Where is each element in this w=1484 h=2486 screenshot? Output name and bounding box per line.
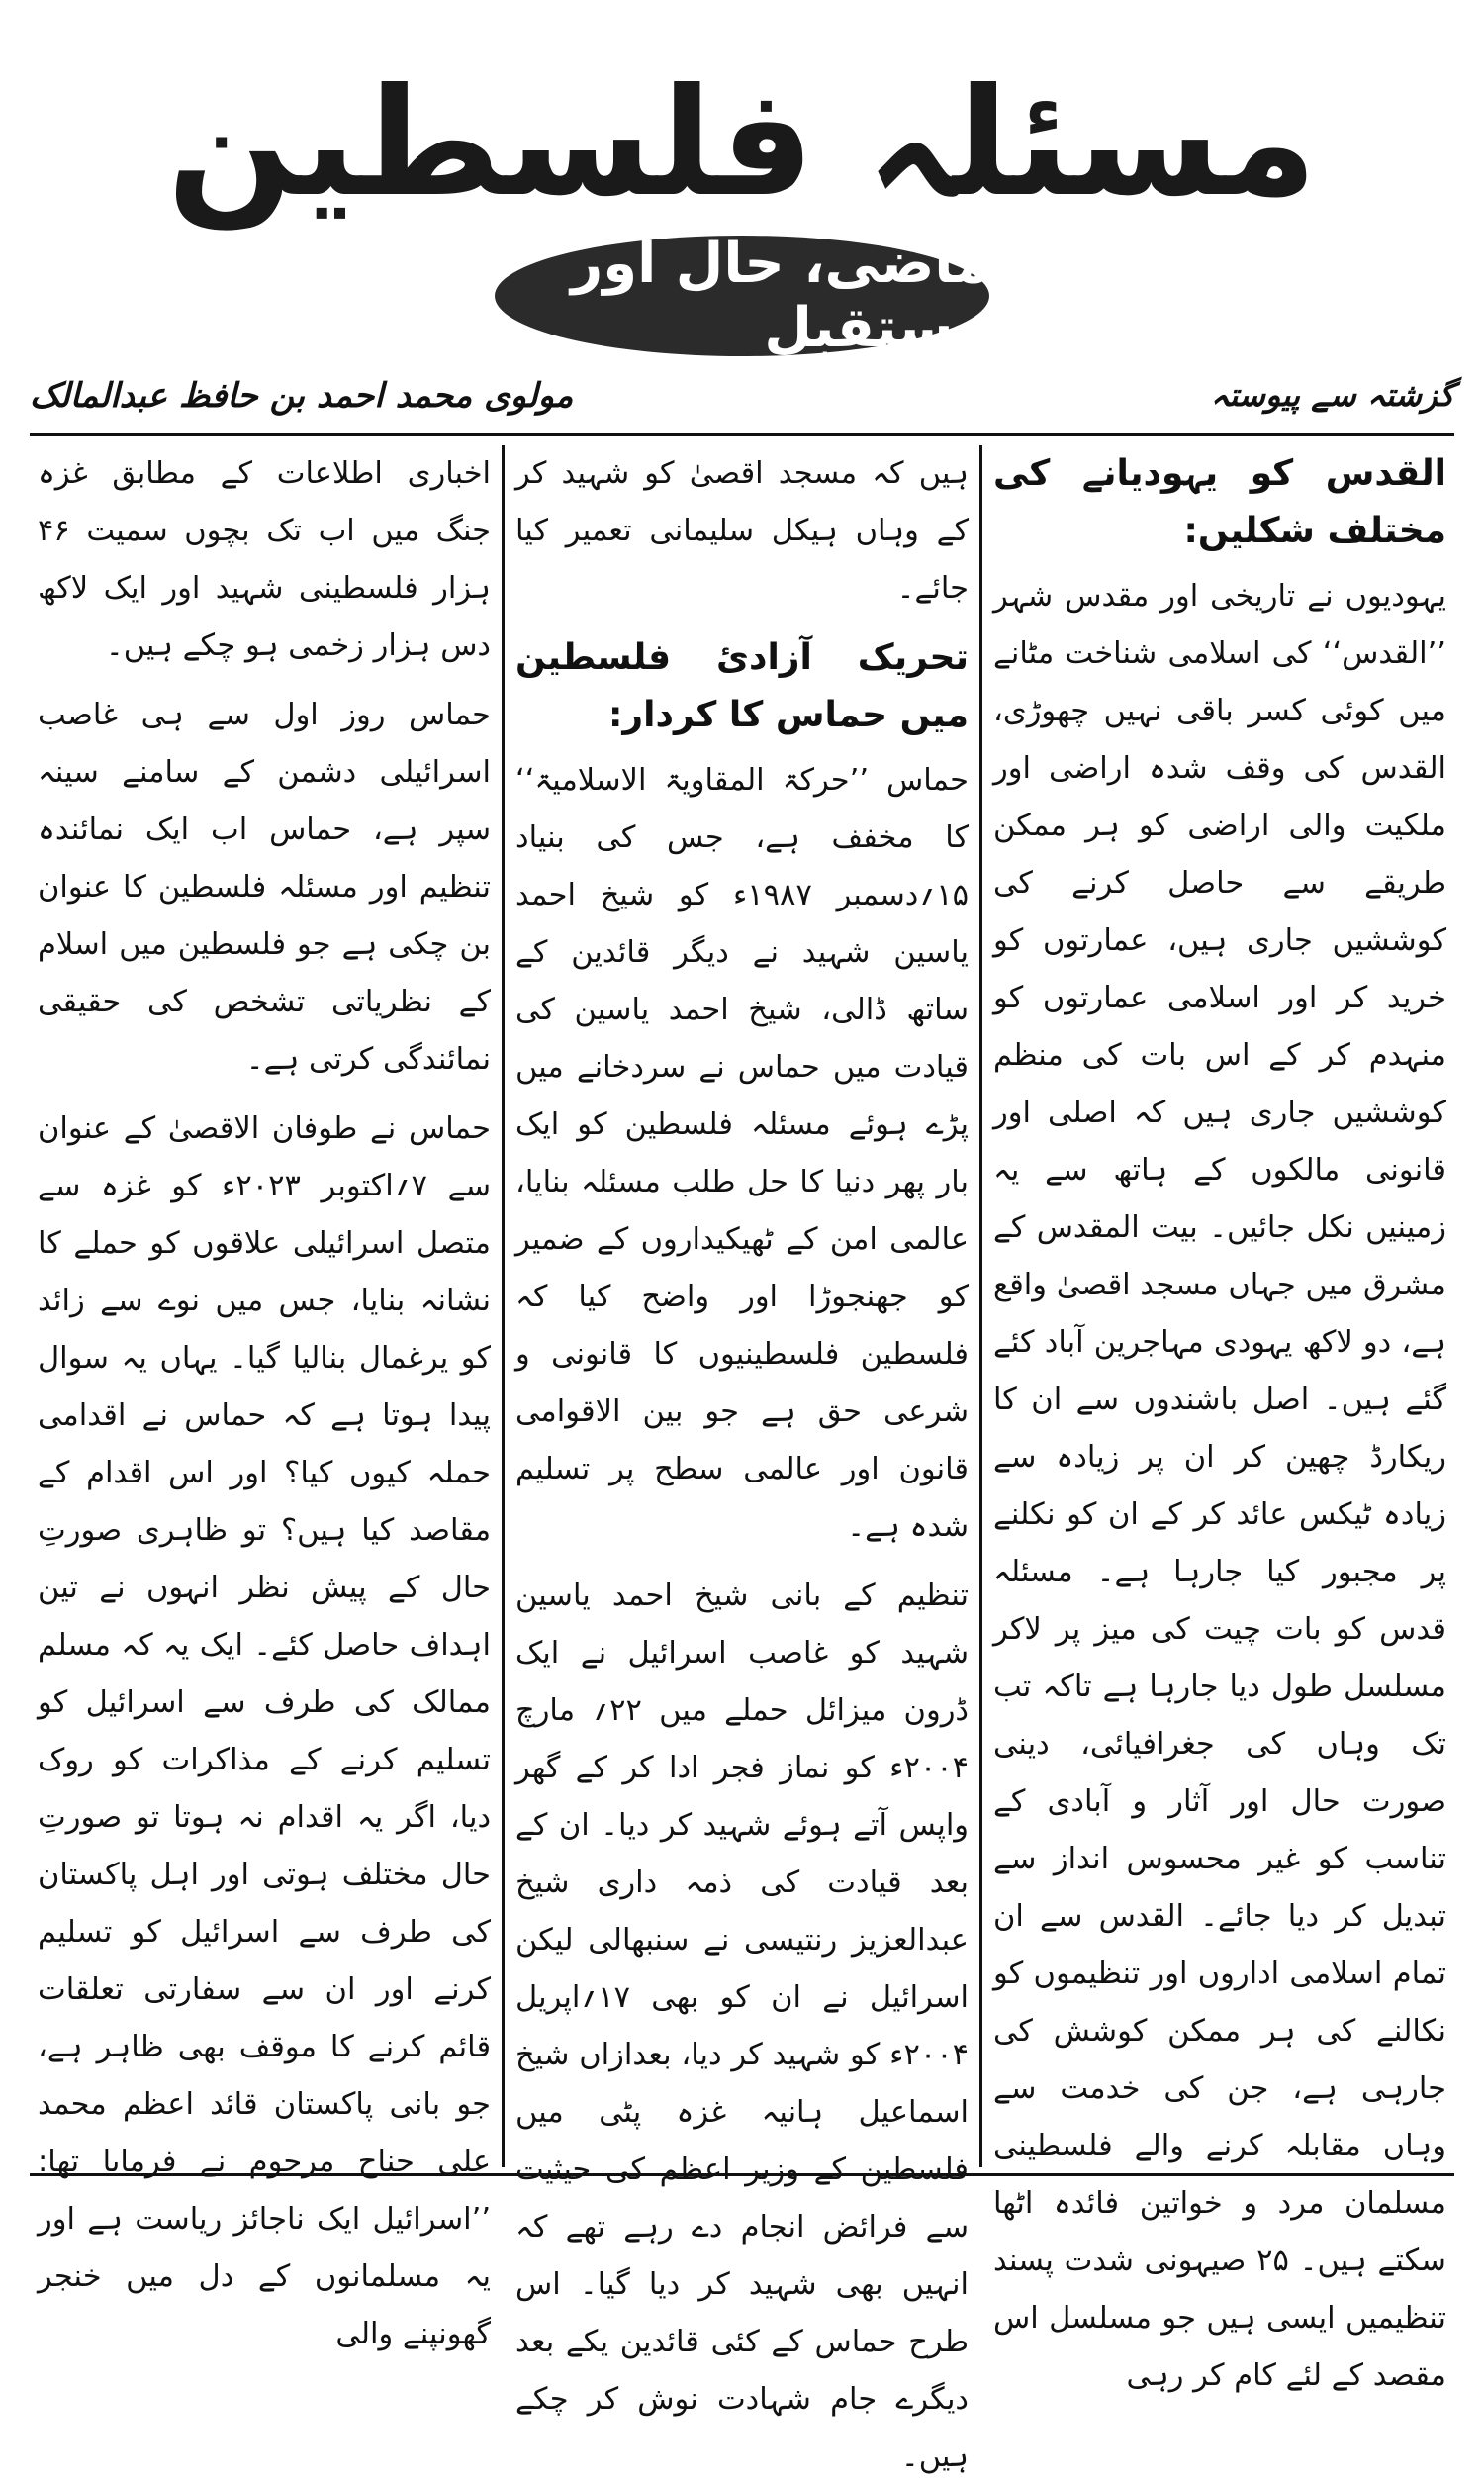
- author-name: مولوی محمد احمد بن حافظ عبدالمالک: [30, 376, 574, 416]
- paragraph: حماس روز اول سے ہی غاصب اسرائیلی دشمن کے سامنے سینہ سپر ہے، حماس اب ایک نمائندہ تنظیم اور مسئلہ فلسطین کا عنوان بن چکی ہے جو فلسطین میں اسلام کے نظریاتی تشخص کی حقیقی نمائندگی کرتی ہے۔: [38, 698, 492, 1077]
- column-middle: [508, 445, 976, 2474]
- masthead-title: مسئلہ فلسطین: [166, 57, 1318, 230]
- continued-label: گزشتہ سے پیوستہ: [1210, 376, 1454, 414]
- article-columns: [30, 445, 1454, 2474]
- paragraph: تنظیم کے بانی شیخ احمد یاسین شہید کو غاصب اسرائیل نے ایک ڈرون میزائل حملے میں ۲۲؍ مارچ ۲۰۰۴ء کو نماز فجر ادا کر کے گھر واپس آتے ہوئے شہید کر دیا۔ ان کے بعد قیادت کی ذمہ داری شیخ عبدالعزیز رنتیسی نے سنبھالی لیکن اسرائیل نے ان کو بھی ۱۷؍اپریل ۲۰۰۴ء کو شہید کر دیا، بعدازاں شیخ اسماعیل ہانیہ غزہ پٹی میں فلسطین کے وزیر اعظم کی حیثیت سے فرائض انجام دے رہے تھے کہ انہیں بھی شہید کر دیا گیا۔ اس طرح حماس کے کئی قائدین یکے بعد دیگرے جام شہادت نوش کر چکے ہیں۔: [515, 1578, 970, 2474]
- column-right: [985, 445, 1454, 2393]
- column-left: [30, 445, 499, 2351]
- bottom-rule: [30, 2173, 1454, 2176]
- paragraph: ہیں کہ مسجد اقصیٰ کو شہید کر کے وہاں ہیکل سلیمانی تعمیر کیا جائے۔: [515, 456, 970, 606]
- section-heading-alquds: القدس کو یہودیانے کی مختلف شکلیں:: [992, 453, 1446, 551]
- top-rule: [30, 433, 1454, 436]
- column-divider: [502, 445, 505, 2167]
- paragraph: حماس ’’حرکۃ المقاویۃ الاسلامیۃ‘‘ کا مخفف ہے، جس کی بنیاد ۱۵؍دسمبر ۱۹۸۷ء کو شیخ احمد یاسین شہید نے دیگر قائدین کے ساتھ ڈالی، شیخ احمد یاسین کی قیادت میں حماس نے سردخانے میں پڑے ہوئے مسئلہ فلسطین کو ایک بار پھر دنیا کا حل طلب مسئلہ بنایا، عالمی امن کے ٹھیکیداروں کے ضمیر کو جھنجوڑا اور واضح کیا کہ فلسطین فلسطینیوں کا قانونی و شرعی حق ہے جو بین الاقوامی قانون اور عالمی سطح پر تسلیم شدہ ہے۔: [515, 763, 970, 1544]
- paragraph: یہودیوں نے تاریخی اور مقدس شہر ’’القدس‘‘ کی اسلامی شناخت مٹانے میں کوئی کسر باقی نہیں چھوڑی، القدس کی وقف شدہ اراضی اور ملکیت والی اراضی کو ہر ممکن طریقے سے حاصل کرنے کی کوششیں جاری ہیں، عمارتوں کو خرید کر اور اسلامی عمارتوں کو منہدم کر کے اس بات کی منظم کوششیں جاری ہیں کہ اصلی اور قانونی مالکوں کے ہاتھ سے یہ زمینیں نکل جائیں۔ بیت المقدس کے مشرق میں جہاں مسجد اقصیٰ واقع ہے، دو لاکھ یہودی مہاجرین آباد کئے گئے ہیں۔ اصل باشندوں سے ان کا ریکارڈ چھین کر ان پر زیادہ سے زیادہ ٹیکس عائد کر کے ان کو نکلنے پر مجبور کیا جارہا ہے۔ مسئلہ قدس کو بات چیت کی میز پر لاکر مسلسل طول دیا جارہا ہے تاکہ تب تک وہاں کی جغرافیائی، دینی صورت حال اور آثار و آبادی کے تناسب کو غیر محسوس انداز سے تبدیل کر دیا جائے۔ القدس سے ان تمام اسلامی اداروں اور تنظیموں کو نکالنے کی ہر ممکن کوشش کی جارہی ہے، جن کی خدمت سے وہاں مقابلہ کرنے والے فلسطینی مسلمان مرد و خواتین فائدہ اٹھا سکتے ہیں۔ ۲۵ صیہونی شدت پسند تنظیمیں ایسی ہیں جو مسلسل اس مقصد کے لئے کام کر رہی: [992, 579, 1446, 2393]
- masthead-subtitle: ماضی، حال اور مستقبل: [571, 232, 989, 360]
- paragraph: حماس نے طوفان الاقصیٰ کے عنوان سے ۷؍اکتوبر ۲۰۲۳ء کو غزہ سے متصل اسرائیلی علاقوں کو حملے کا نشانہ بنایا، جس میں نوے سے زائد کو یرغمال بنالیا گیا۔ یہاں یہ سوال پیدا ہوتا ہے کہ حماس نے اقدامی حملہ کیوں کیا؟ اور اس اقدام کے مقاصد کیا ہیں؟ تو ظاہری صورتِ حال کے پیش نظر انہوں نے تین اہداف حاصل کئے۔ ایک یہ کہ مسلم ممالک کی طرف سے اسرائیل کو تسلیم کرنے کے مذاکرات کو روک دیا، اگر یہ اقدام نہ ہوتا تو صورتِ حال مختلف ہوتی اور اہل پاکستان کی طرف سے اسرائیل کو تسلیم کرنے اور ان سے سفارتی تعلقات قائم کرنے کا موقف بھی ظاہر ہے، جو بانی پاکستان قائد اعظم محمد علی جناح مرحوم نے فرمایا تھا: ’’اسرائیل ایک ناجائز ریاست ہے اور یہ مسلمانوں کے دل میں خنجر گھونپنے والی: [38, 1111, 492, 2351]
- section-heading-hamas: تحریک آزادئ فلسطین میں حماس کا کردار:: [515, 637, 970, 735]
- subtitle-oval: [495, 232, 989, 360]
- column-divider: [979, 445, 982, 2167]
- byline-row: [30, 376, 1454, 424]
- paragraph: اخباری اطلاعات کے مطابق غزہ جنگ میں اب تک بچوں سمیت ۴۶ ہزار فلسطینی شہید اور ایک لاکھ دس ہزار زخمی ہو چکے ہیں۔: [38, 456, 492, 663]
